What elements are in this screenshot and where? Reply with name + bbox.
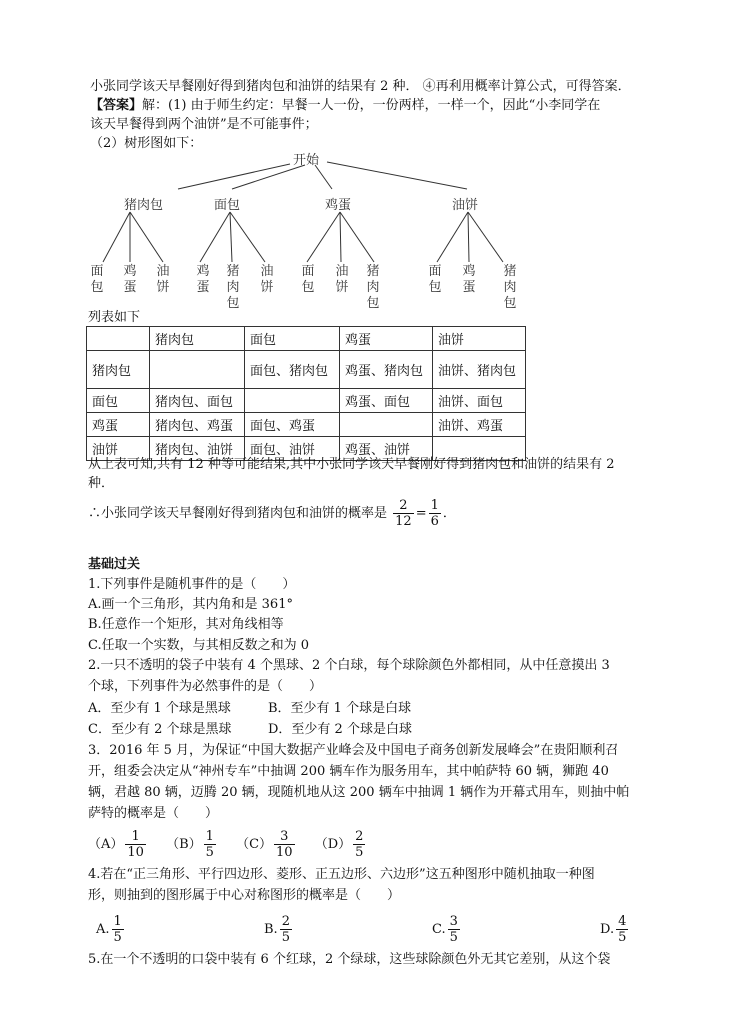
tree-leaf: 面包 bbox=[301, 264, 315, 295]
numerator: 3 bbox=[274, 829, 295, 845]
table-header-row bbox=[87, 327, 526, 351]
tree-node: 油饼 bbox=[452, 198, 479, 213]
option: D．至少有 2 个球是白球 bbox=[268, 722, 412, 737]
denominator: 5 bbox=[355, 845, 364, 860]
table-cell: 猪肉包、油饼 bbox=[150, 437, 245, 461]
answer-text: 解：(1) 由于师生约定：早餐一人一份，一份两样，一样一个，因此“小李同学在 bbox=[142, 98, 601, 113]
tree-leaf: 面包 bbox=[90, 264, 104, 295]
table-cell: 面包、猪肉包 bbox=[245, 351, 340, 389]
table-cell bbox=[87, 327, 150, 351]
numerator: 2 bbox=[355, 829, 364, 844]
option: C．至少有 2 个球是黑球 bbox=[88, 722, 232, 737]
table-cell: 猪肉包 bbox=[87, 351, 150, 389]
fraction bbox=[112, 914, 124, 945]
numerator: 4 bbox=[618, 914, 627, 929]
fraction bbox=[125, 829, 146, 860]
question-stem: 2.一只不透明的袋子中装有 4 个黑球、2 个白球，每个球除颜色外都相同，从中任意摸出 3 bbox=[88, 658, 610, 673]
probability-line bbox=[88, 494, 456, 534]
option-label: B. bbox=[264, 922, 278, 937]
table-cell: 油饼 bbox=[433, 327, 526, 351]
table-cell: 鸡蛋 bbox=[87, 413, 150, 437]
text-line: （2）树形图如下： bbox=[90, 136, 203, 151]
option bbox=[432, 910, 462, 950]
option bbox=[236, 825, 297, 865]
tree-leaf: 鸡蛋 bbox=[123, 264, 137, 295]
option bbox=[96, 910, 126, 950]
table-cell: 油饼、鸡蛋 bbox=[433, 413, 526, 437]
question-stem: 3．2016 年 5 月，为保证“中国大数据产业峰会及中国电子商务创新发展峰会”在贵阳顺利召 bbox=[88, 743, 619, 758]
tree-leaf: 油饼 bbox=[335, 264, 349, 295]
question-stem: 形，则抽到的图形属于中心对称图形的概率是（ ） bbox=[88, 888, 401, 903]
option bbox=[315, 825, 368, 865]
table-cell: 鸡蛋、油饼 bbox=[340, 437, 433, 461]
table-cell bbox=[340, 413, 433, 437]
table-cell: 猪肉包 bbox=[150, 327, 245, 351]
options-row bbox=[88, 825, 381, 865]
option bbox=[88, 825, 148, 865]
table-cell: 油饼、猪肉包 bbox=[433, 351, 526, 389]
fraction bbox=[448, 914, 460, 945]
denominator: 5 bbox=[205, 845, 214, 860]
question-stem: 1.下列事件是随机事件的是（ ） bbox=[88, 577, 296, 592]
period: ． bbox=[442, 506, 456, 521]
option bbox=[166, 825, 218, 865]
tree-leaf: 油饼 bbox=[260, 264, 274, 295]
fraction bbox=[393, 498, 414, 529]
section-title: 基础过关 bbox=[88, 557, 141, 572]
tree-leaf: 油饼 bbox=[156, 264, 170, 295]
table-intro: 列表如下 bbox=[88, 310, 141, 325]
option: A．至少有 1 个球是黑球 bbox=[88, 701, 231, 716]
option bbox=[600, 910, 630, 950]
tree-leaf: 猪肉包 bbox=[503, 264, 517, 311]
fraction bbox=[353, 829, 365, 860]
fraction bbox=[616, 914, 628, 945]
table-cell: 猪肉包、鸡蛋 bbox=[150, 413, 245, 437]
option-label: D. bbox=[600, 922, 615, 937]
equals-sign: = bbox=[415, 506, 427, 521]
denominator: 10 bbox=[276, 845, 293, 860]
outcome-table bbox=[86, 326, 526, 461]
tree-leaf: 面包 bbox=[428, 264, 442, 295]
answer-tag: 【答案】 bbox=[90, 98, 143, 113]
question-stem: 个球，下列事件为必然事件的是（ ） bbox=[88, 679, 323, 694]
option-label: （D） bbox=[314, 837, 352, 852]
tree-node: 面包 bbox=[214, 198, 241, 213]
denominator: 10 bbox=[127, 845, 144, 860]
question-stem: 萨特的概率是（ ） bbox=[88, 806, 219, 821]
table-cell: 面包 bbox=[245, 327, 340, 351]
numerator: 1 bbox=[430, 498, 439, 513]
question-stem: 4.若在“正三角形、平行四边形、菱形、正五边形、六边形”这五种图形中随机抽取一种图 bbox=[88, 867, 595, 882]
option: A.画一个三角形，其内角和是 361° bbox=[88, 597, 293, 612]
numerator: 3 bbox=[449, 914, 458, 929]
table-cell: 鸡蛋、猪肉包 bbox=[340, 351, 433, 389]
table-cell: 面包、油饼 bbox=[245, 437, 340, 461]
denominator: 5 bbox=[618, 930, 627, 945]
option-label: （C） bbox=[236, 837, 273, 852]
denominator: 5 bbox=[113, 930, 122, 945]
table-cell: 面包、鸡蛋 bbox=[245, 413, 340, 437]
option-label: （A） bbox=[88, 837, 124, 852]
text-line: 该天早餐得到两个油饼”是不可能事件； bbox=[90, 117, 318, 132]
numerator: 2 bbox=[281, 914, 290, 929]
option: C.任取一个实数，与其相反数之和为 0 bbox=[88, 638, 310, 653]
table-cell bbox=[150, 351, 245, 389]
prob-text: ∴小张同学该天早餐刚好得到猪肉包和油饼的概率是 bbox=[88, 506, 388, 521]
numerator: 1 bbox=[205, 829, 214, 844]
table-cell: 面包 bbox=[87, 389, 150, 413]
option-label: （B） bbox=[166, 837, 202, 852]
option: B.任意作一个矩形，其对角线相等 bbox=[88, 617, 284, 632]
text-line: 从上表可知,共有 12 种等可能结果,其中小张同学该天早餐刚好得到猪肉包和油饼的结果有 2 bbox=[88, 457, 615, 472]
table-cell: 猪肉包、面包 bbox=[150, 389, 245, 413]
tree-leaf: 猪肉包 bbox=[366, 264, 380, 311]
tree-leaf: 猪肉包 bbox=[226, 264, 240, 311]
option bbox=[264, 910, 294, 950]
denominator: 12 bbox=[395, 514, 412, 529]
numerator: 1 bbox=[125, 829, 146, 845]
denominator: 5 bbox=[449, 930, 458, 945]
fraction bbox=[429, 498, 441, 529]
table-cell: 鸡蛋、面包 bbox=[340, 389, 433, 413]
question-stem: 开，组委会决定从“神州专车”中抽调 200 辆车作为服务用车，其中帕萨特 60 辆，狮跑 40 bbox=[88, 764, 609, 779]
fraction bbox=[274, 829, 295, 860]
numerator: 2 bbox=[393, 498, 414, 514]
option: B．至少有 1 个球是白球 bbox=[268, 701, 412, 716]
option-label: A. bbox=[96, 922, 110, 937]
tree-leaf: 鸡蛋 bbox=[196, 264, 210, 295]
tree-node: 鸡蛋 bbox=[325, 198, 352, 213]
option-label: C. bbox=[432, 922, 446, 937]
table-cell: 鸡蛋 bbox=[340, 327, 433, 351]
denominator: 6 bbox=[430, 514, 439, 529]
text-line: 种． bbox=[88, 476, 115, 491]
question-stem: 5.在一个不透明的口袋中装有 6 个红球，2 个绿球，这些球除颜色外无其它差别，从这个袋 bbox=[88, 952, 611, 967]
fraction bbox=[280, 914, 292, 945]
text-line: 小张同学该天早餐刚好得到猪肉包和油饼的结果有 2 种． ④再利用概率计算公式，可得答案． bbox=[90, 79, 631, 94]
question-stem: 辆，君越 80 辆，迈腾 20 辆，现随机地从这 200 辆车中抽调 1 辆作为开幕式用车，则抽中帕 bbox=[88, 785, 630, 800]
table-cell: 油饼、面包 bbox=[433, 389, 526, 413]
table-row bbox=[87, 351, 526, 389]
tree-node: 猪肉包 bbox=[124, 198, 164, 213]
denominator: 5 bbox=[281, 930, 290, 945]
table-row bbox=[87, 389, 526, 413]
tree-root: 开始 bbox=[293, 153, 320, 168]
table-row bbox=[87, 413, 526, 437]
table-cell: 油饼 bbox=[87, 437, 150, 461]
fraction bbox=[204, 829, 216, 860]
numerator: 1 bbox=[113, 914, 122, 929]
table-cell bbox=[245, 389, 340, 413]
tree-leaf: 鸡蛋 bbox=[462, 264, 476, 295]
